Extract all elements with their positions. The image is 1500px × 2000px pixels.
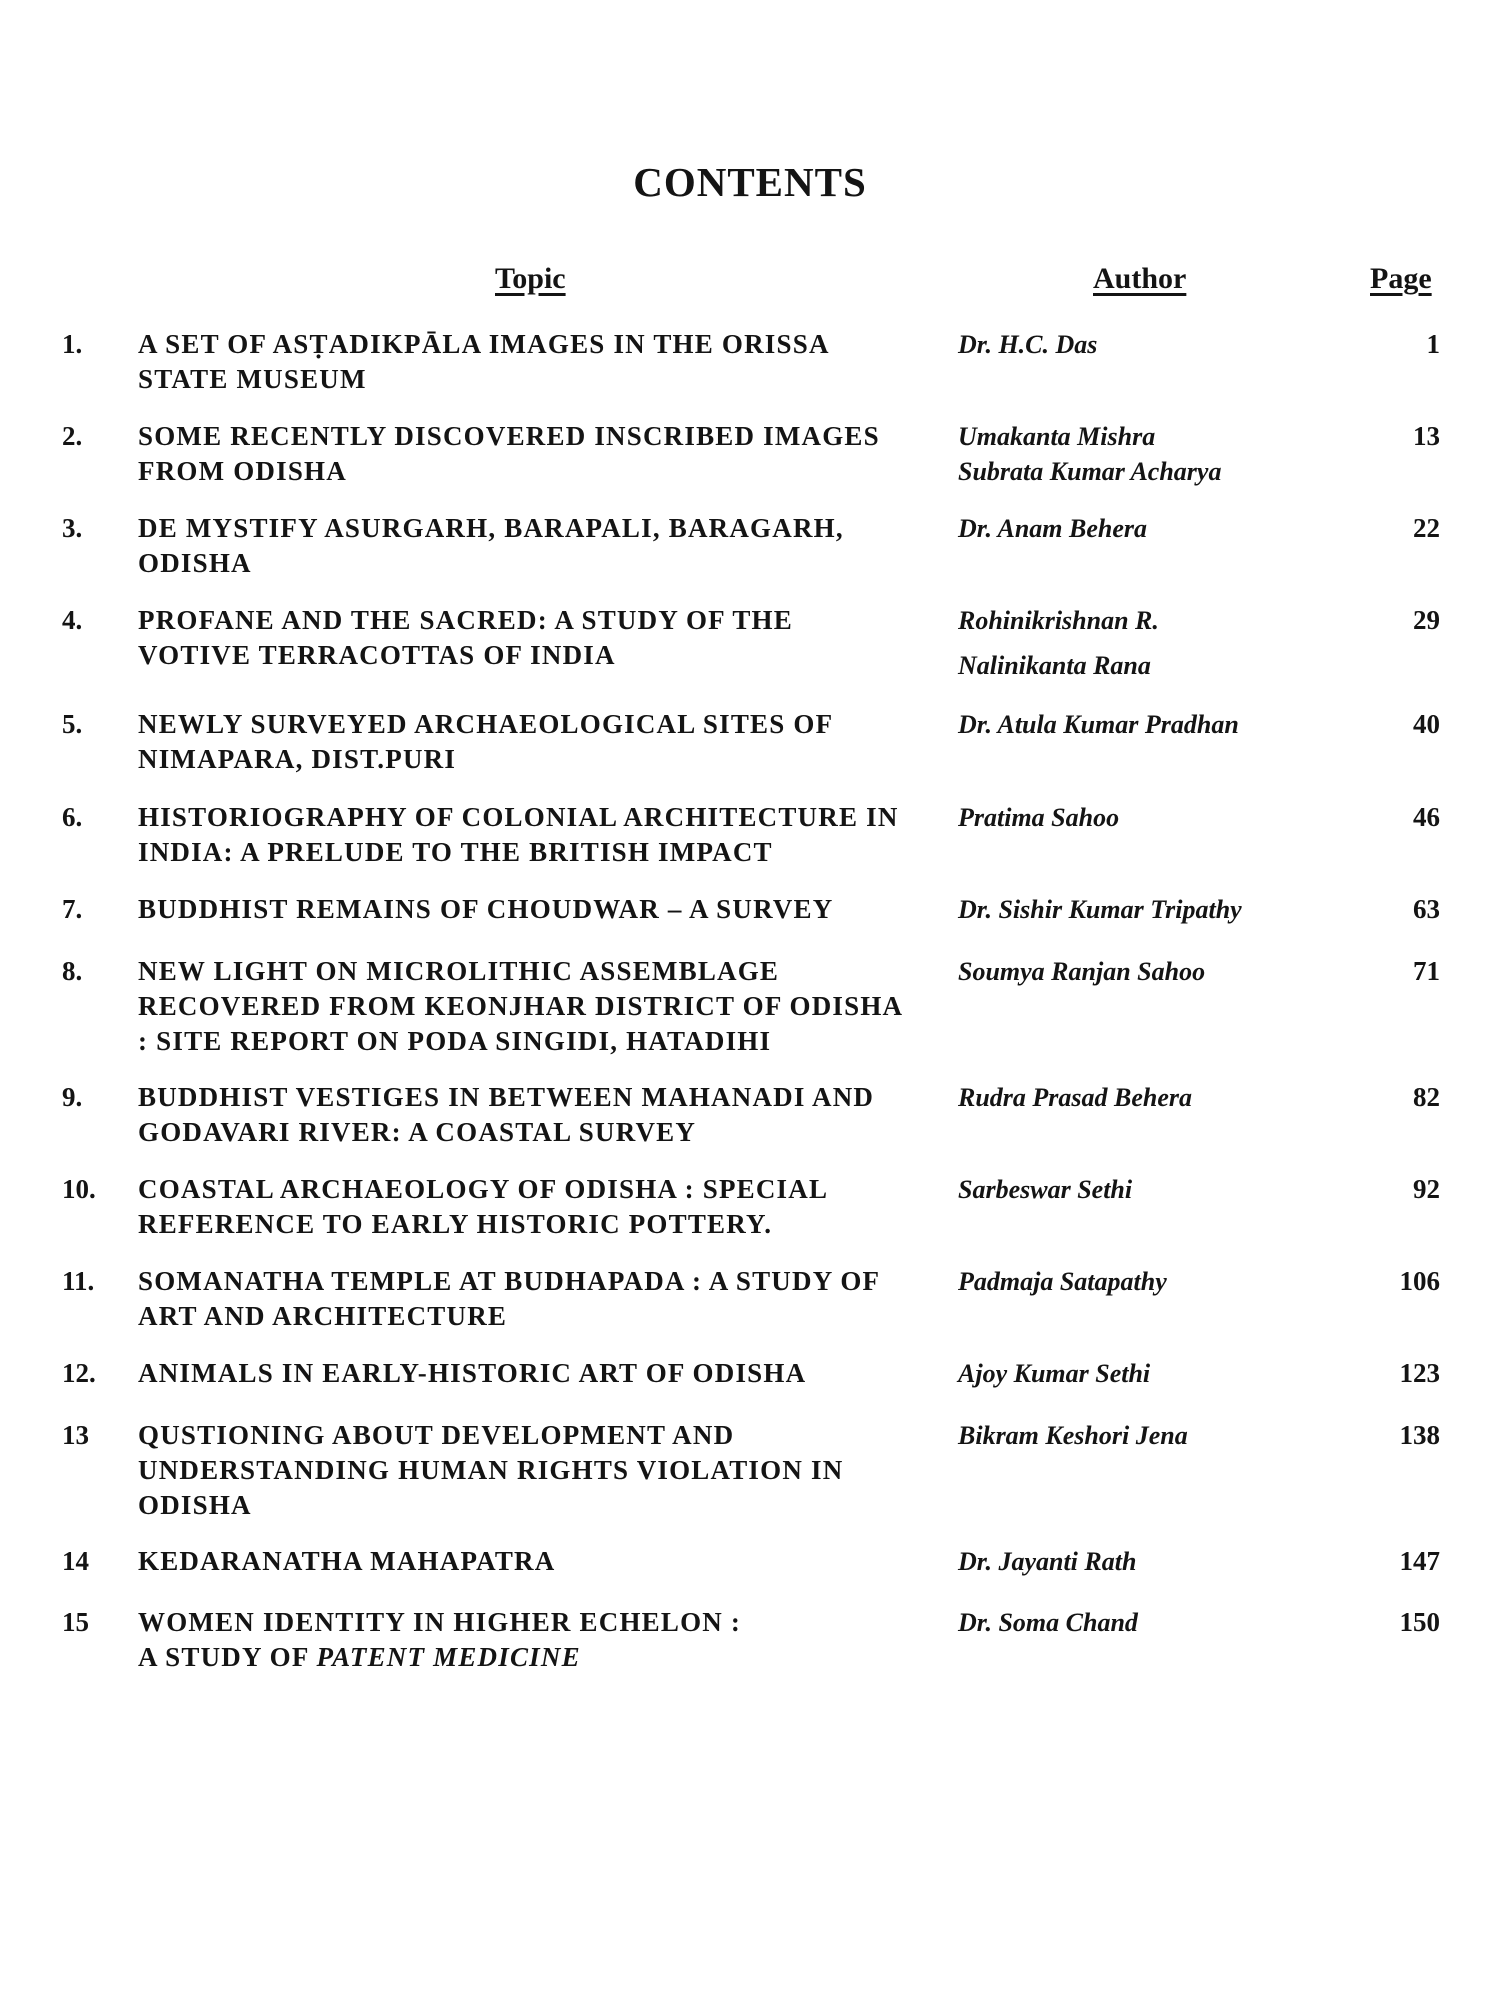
entry-author: Dr. Jayanti Rath — [958, 1547, 1137, 1576]
entry-authors — [958, 1605, 1318, 1640]
entry-authors — [958, 419, 1318, 489]
entry-authors — [958, 1080, 1318, 1115]
entry-title: PROFANE AND THE SACRED: A STUDY OF THE VOTIVE TERRACOTTAS OF INDIA — [138, 605, 793, 670]
entry-author: Subrata Kumar Acharya — [958, 457, 1222, 486]
entry-number: 14 — [62, 1546, 89, 1576]
entry-authors — [958, 603, 1318, 683]
entry-page: 13 — [1413, 421, 1440, 451]
entry-title: COASTAL ARCHAEOLOGY OF ODISHA : SPECIAL REFERENCE TO EARLY HISTORIC POTTERY. — [138, 1174, 829, 1239]
entry-author: Dr. Atula Kumar Pradhan — [958, 710, 1239, 739]
entry-author: Dr. Anam Behera — [958, 514, 1148, 543]
entry-page: 82 — [1413, 1082, 1440, 1112]
entry-author: Dr. H.C. Das — [958, 330, 1098, 359]
entry-title: ANIMALS IN EARLY-HISTORIC ART OF ODISHA — [138, 1358, 807, 1388]
entry-number: 9. — [62, 1082, 83, 1112]
entry-title: DE MYSTIFY ASURGARH, BARAPALI, BARAGARH, ODISHA — [138, 513, 844, 578]
entry-page: 63 — [1413, 894, 1440, 924]
entry-page: 147 — [1399, 1546, 1440, 1576]
entry-authors — [958, 1544, 1318, 1579]
entry-authors — [958, 511, 1318, 546]
entry-authors — [958, 800, 1318, 835]
entry-author: Dr. Soma Chand — [958, 1608, 1138, 1637]
entry-number: 2. — [62, 421, 83, 451]
entry-number: 12. — [62, 1358, 96, 1388]
entry-title — [138, 1605, 938, 1675]
entry-title-text: WOMEN IDENTITY IN HIGHER ECHELON : A STUDY OF — [138, 1607, 742, 1672]
entry-author: Dr. Sishir Kumar Tripathy — [958, 895, 1242, 924]
entry-author: Rohinikrishnan R. — [958, 606, 1159, 635]
entry-authors — [958, 1264, 1318, 1299]
entry-author: Pratima Sahoo — [958, 803, 1120, 832]
entry-authors — [958, 1356, 1318, 1391]
entry-title: HISTORIOGRAPHY OF COLONIAL ARCHITECTURE IN INDIA: A PRELUDE TO THE BRITISH IMPACT — [138, 802, 899, 867]
entry-page: 138 — [1399, 1420, 1440, 1450]
entry-number: 3. — [62, 513, 83, 543]
entry-page: 92 — [1413, 1174, 1440, 1204]
entry-authors — [958, 707, 1318, 742]
entry-number: 4. — [62, 605, 83, 635]
entry-title: SOMANATHA TEMPLE AT BUDHAPADA : A STUDY OF ART AND ARCHITECTURE — [138, 1266, 881, 1331]
entry-title-italic: PATENT MEDICINE — [316, 1642, 581, 1672]
entry-number: 8. — [62, 956, 83, 986]
entry-authors — [958, 892, 1318, 927]
entry-author: Umakanta Mishra — [958, 422, 1156, 451]
entry-authors — [958, 1418, 1318, 1453]
author-column-header: Author — [1093, 262, 1187, 295]
entry-page: 106 — [1399, 1266, 1440, 1296]
entry-page: 40 — [1413, 709, 1440, 739]
entry-title: NEW LIGHT ON MICROLITHIC ASSEMBLAGE RECOVERED FROM KEONJHAR DISTRICT OF ODISHA : SITE REPORT ON PODA SINGIDI, HATADIHI — [138, 956, 904, 1056]
entry-number: 10. — [62, 1174, 96, 1204]
entry-page: 46 — [1413, 802, 1440, 832]
entry-author: Soumya Ranjan Sahoo — [958, 957, 1206, 986]
entry-number: 1. — [62, 329, 83, 359]
entry-number: 11. — [62, 1266, 95, 1296]
entry-number: 13 — [62, 1420, 89, 1450]
entry-page: 71 — [1413, 956, 1440, 986]
entry-number: 6. — [62, 802, 83, 832]
entry-authors — [958, 954, 1318, 989]
entry-page: 22 — [1413, 513, 1440, 543]
entry-author: Ajoy Kumar Sethi — [958, 1359, 1151, 1388]
page-title: CONTENTS — [633, 159, 867, 205]
entry-title: NEWLY SURVEYED ARCHAEOLOGICAL SITES OF NIMAPARA, DIST.PURI — [138, 709, 834, 774]
entry-title: KEDARANATHA MAHAPATRA — [138, 1546, 556, 1576]
entry-title: BUDDHIST VESTIGES IN BETWEEN MAHANADI AND GODAVARI RIVER: A COASTAL SURVEY — [138, 1082, 875, 1147]
entry-number: 15 — [62, 1607, 89, 1637]
entry-page: 1 — [1426, 329, 1440, 359]
entry-title: A SET OF ASṬADIKPĀLA IMAGES IN THE ORISSA STATE MUSEUM — [138, 329, 830, 394]
entry-title: QUSTIONING ABOUT DEVELOPMENT AND UNDERSTANDING HUMAN RIGHTS VIOLATION IN ODISHA — [138, 1420, 844, 1520]
entry-title: BUDDHIST REMAINS OF CHOUDWAR – A SURVEY — [138, 894, 834, 924]
entry-author: Sarbeswar Sethi — [958, 1175, 1133, 1204]
entry-title: SOME RECENTLY DISCOVERED INSCRIBED IMAGES FROM ODISHA — [138, 421, 880, 486]
entry-number: 7. — [62, 894, 83, 924]
page-column-header: Page — [1370, 262, 1432, 295]
entry-authors — [958, 327, 1318, 362]
entry-page: 150 — [1399, 1607, 1440, 1637]
entry-authors — [958, 1172, 1318, 1207]
entry-author: Padmaja Satapathy — [958, 1267, 1167, 1296]
entry-number: 5. — [62, 709, 83, 739]
topic-column-header: Topic — [495, 262, 566, 295]
entry-author: Bikram Keshori Jena — [958, 1421, 1188, 1450]
entry-author: Rudra Prasad Behera — [958, 1083, 1193, 1112]
entry-page: 29 — [1413, 605, 1440, 635]
entry-author: Nalinikanta Rana — [958, 651, 1151, 680]
entry-page: 123 — [1399, 1358, 1440, 1388]
